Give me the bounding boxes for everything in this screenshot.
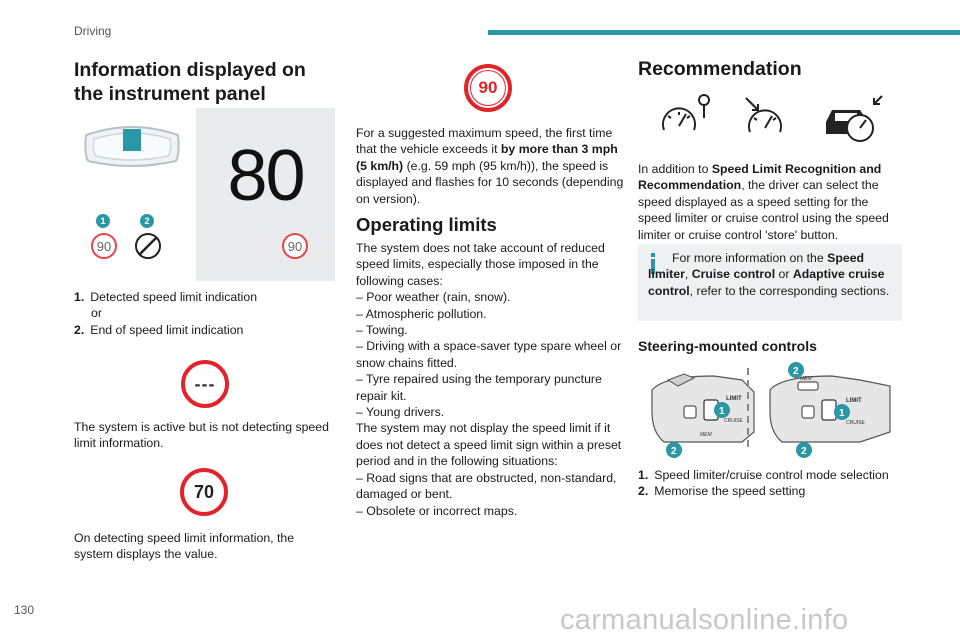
detected-speed-sign: 90: [91, 233, 117, 259]
suggested-speed-sign-90: [464, 64, 512, 112]
section-title-instrument-panel: Information displayed on the instrument panel: [74, 59, 306, 105]
callout-badge-1: 1: [96, 214, 110, 228]
recommendation-icons: [660, 92, 900, 142]
page-number: 130: [14, 603, 35, 617]
end-of-limit-icon: [134, 232, 162, 260]
legend-item-2: 2. End of speed limit indication: [74, 322, 244, 337]
svg-text:2: 2: [793, 366, 799, 377]
active-not-detecting-text: The system is active but is not detecting speed limit information.: [74, 420, 329, 451]
svg-text:2: 2: [801, 446, 807, 457]
callout-badge-2: 2: [140, 214, 154, 228]
limits-item: – Tyre repaired using the temporary puncture repair kit.: [356, 372, 602, 403]
limits-intro-2: The system may not display the speed limit if it does not detect a speed limit sign within a preset period and in the following situations:: [356, 421, 622, 469]
speed-limit-sign-70: 70: [180, 468, 228, 516]
limits-item: – Driving with a space-saver type spare wheel or snow chains fitted.: [356, 339, 622, 370]
info-box: [638, 244, 902, 321]
speedometer-arrow-icon: [746, 98, 781, 132]
limits-intro: The system does not take account of reduced speed limits, especially those imposed in the following cases:: [356, 241, 605, 288]
svg-text:CRUISE: CRUISE: [724, 418, 743, 424]
controls-legend: [638, 467, 904, 500]
svg-text:MEM: MEM: [700, 432, 712, 438]
no-limit-detected-sign: ---: [181, 360, 229, 408]
steering-stalk-illustrations: [644, 362, 906, 460]
watermark: carmanualsonline.info: [560, 604, 849, 636]
operating-limits-title: Operating limits: [356, 214, 497, 235]
limits-item: – Road signs that are obstructed, non-standard, damaged or bent.: [356, 470, 617, 502]
accent-bar: [488, 30, 960, 35]
stalk-right: [770, 362, 890, 458]
svg-text:LIMIT: LIMIT: [726, 396, 742, 402]
stalk-left: [652, 374, 754, 458]
svg-text:1: 1: [719, 406, 725, 417]
svg-text:2: 2: [671, 446, 677, 457]
recommendation-title: Recommendation: [638, 58, 802, 80]
instrument-display-panel: [196, 108, 335, 281]
sign90-inner-ring: 90: [470, 70, 506, 106]
dashboard-indicator-illustration: [80, 115, 184, 173]
section-header: Driving: [74, 24, 112, 38]
controls-legend-item-1: 1. Speed limiter/cruise control mode selection: [638, 468, 889, 482]
limits-item: – Obsolete or incorrect maps.: [356, 503, 518, 518]
small-speed-sign-right: 90: [282, 233, 308, 259]
detect-value-text: On detecting speed limit information, the system displays the value.: [74, 531, 295, 562]
suggested-speed-text: For a suggested maximum speed, the first time that the vehicle exceeds it by more than 3 mph (5 km/h) (e.g. 59 mph (95 km/h)), the speed is displayed and flashes for 10 seconds (depending on version).: [356, 126, 624, 206]
recommendation-text: In addition to Speed Limit Recognition and Recommendation, the driver can select the speed displayed as a speed setting for the speed limiter or cruise control using the speed limiter or cruise control 'store' button.: [638, 162, 889, 242]
speedometer-pin-icon: [663, 95, 709, 130]
limits-item: – Towing.: [356, 323, 408, 338]
limits-item: – Atmospheric pollution.: [356, 306, 487, 321]
svg-text:1: 1: [839, 408, 845, 419]
vehicle-speedometer-icon: [826, 96, 882, 141]
limits-item: – Young drivers.: [356, 405, 445, 420]
svg-text:CRUISE: CRUISE: [846, 420, 865, 426]
svg-text:MEM: MEM: [800, 376, 812, 382]
steering-controls-title: Steering-mounted controls: [638, 338, 817, 354]
legend-item-1: 1. Detected speed limit indication: [74, 290, 258, 304]
legend-item-1-or: or: [91, 306, 102, 321]
instrument-legend: [74, 289, 336, 338]
svg-text:LIMIT: LIMIT: [846, 398, 862, 404]
controls-legend-item-2: 2. Memorise the speed setting: [638, 484, 806, 499]
info-box-text: For more information on the Speed limiter, Cruise control or Adaptive cruise control, refer to the corresponding sections.: [648, 251, 890, 298]
limits-item: – Poor weather (rain, snow).: [356, 290, 511, 305]
operating-limits-body: [356, 240, 624, 519]
display-speed-value: 80: [227, 136, 304, 216]
